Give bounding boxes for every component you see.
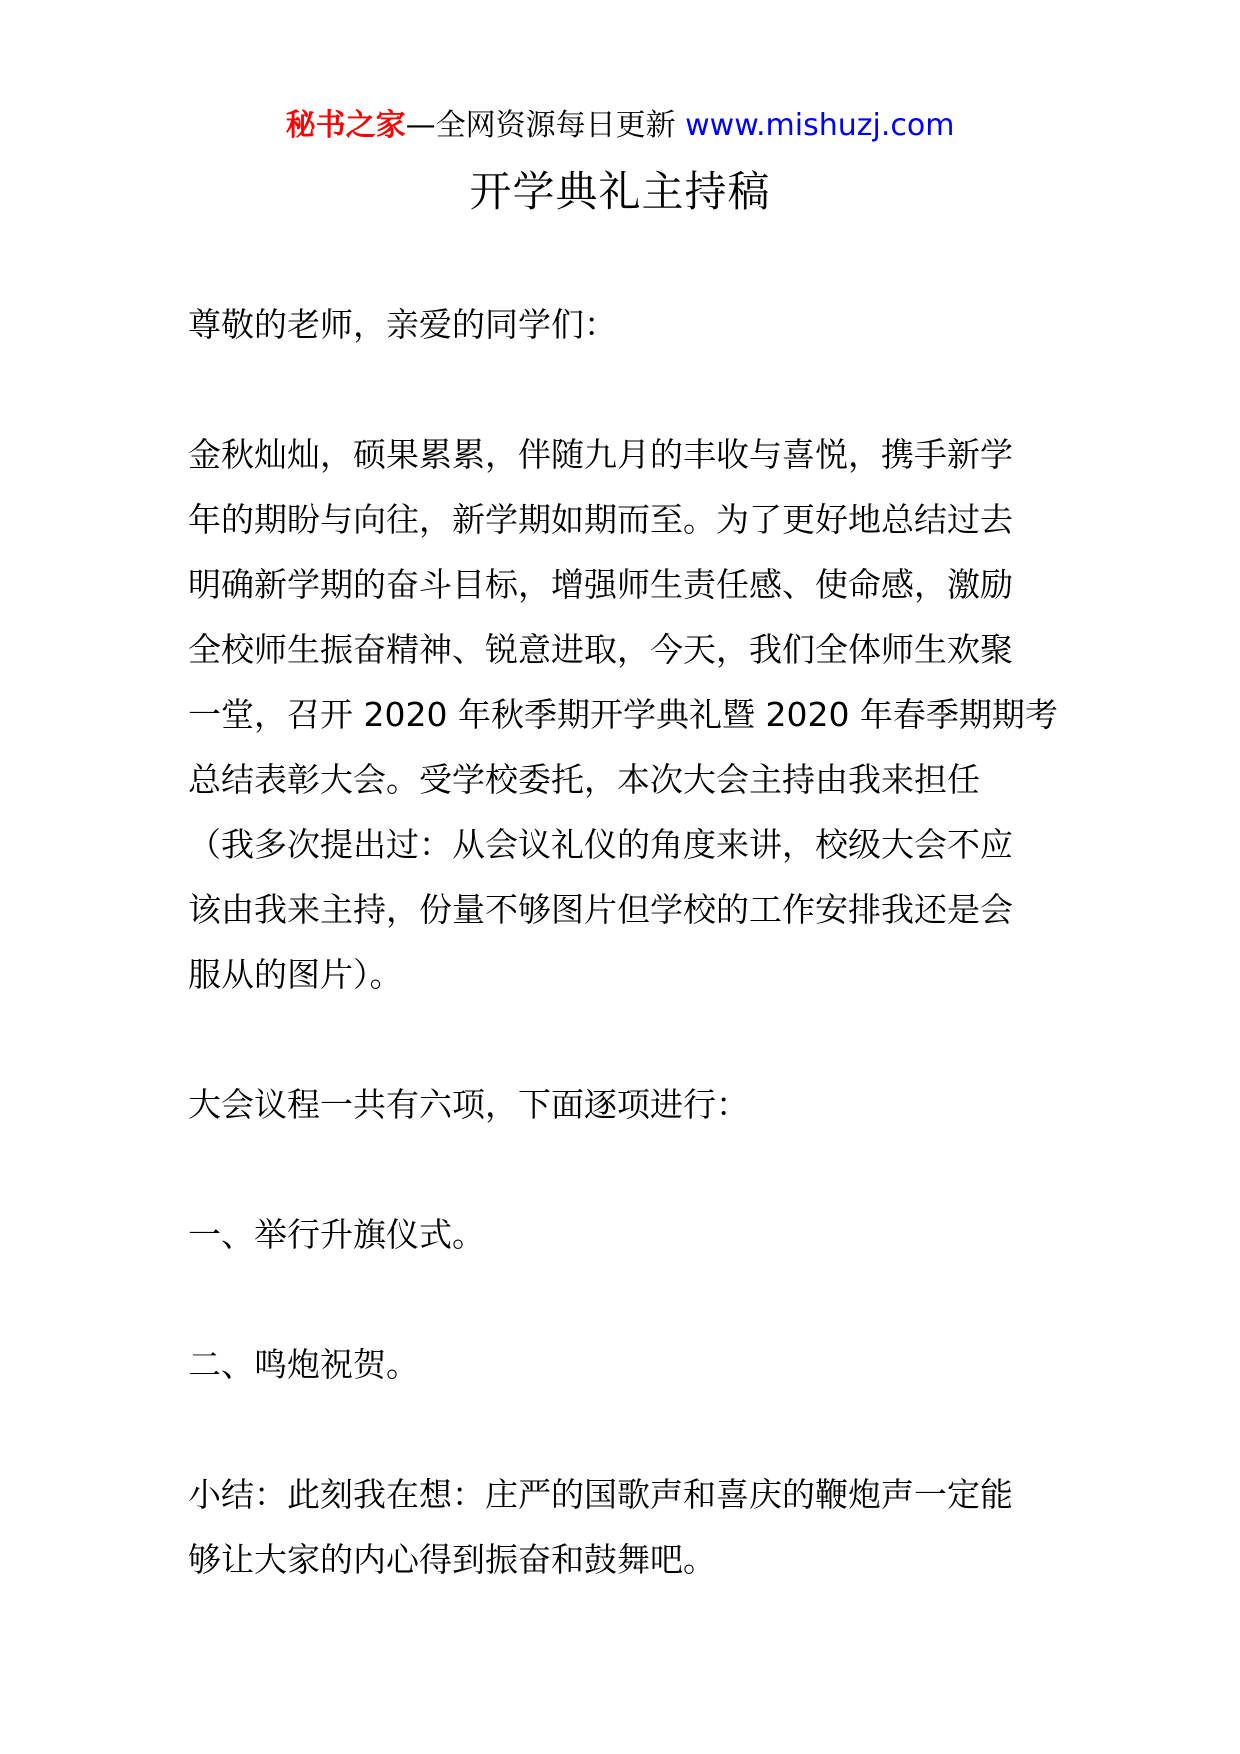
paragraph-gap (188, 357, 1058, 422)
text-line: 服从的图片）。 (188, 955, 403, 994)
header-tagline: —全网资源每日更新 (405, 108, 686, 143)
text-line: 全校师生振奋精神、锐意进取，今天，我们全体师生欢聚 (188, 630, 1013, 669)
text-line: （我多次提出过：从会议礼仪的角度来讲，校级大会不应 (188, 825, 1013, 864)
text-line: 总结表彰大会。受学校委托，本次大会主持由我来担任 (188, 760, 980, 799)
agenda-item-two: 二、鸣炮祝贺。 (188, 1345, 419, 1384)
brand-name: 秘书之家 (285, 108, 406, 143)
text-line: 金秋灿灿，硕果累累，伴随九月的丰收与喜悦，携手新学 (188, 435, 1013, 474)
agenda-intro: 大会议程一共有六项，下面逐项进行： (188, 1085, 749, 1124)
site-header (0, 104, 1240, 148)
paragraph-gap (188, 1397, 1058, 1462)
text-line: 该由我来主持，份量不够图片但学校的工作安排我还是会 (188, 890, 1013, 929)
paragraph-gap (188, 1137, 1058, 1202)
intro-paragraph (188, 422, 1058, 1007)
document-body (188, 292, 1058, 1592)
site-url-link[interactable]: www.mishuzj.com (685, 108, 955, 143)
salutation: 尊敬的老师，亲爱的同学们： (188, 305, 617, 344)
document-title: 开学典礼主持稿 (469, 167, 771, 216)
paragraph-gap (188, 1267, 1058, 1332)
paragraph-gap (188, 1007, 1058, 1072)
text-line: 明确新学期的奋斗目标，增强师生责任感、使命感，激励 (188, 565, 1013, 604)
summary-paragraph (188, 1462, 1058, 1592)
agenda-item-one: 一、举行升旗仪式。 (188, 1215, 485, 1254)
text-line: 年的期盼与向往，新学期如期而至。为了更好地总结过去 (188, 500, 1013, 539)
text-line: 一堂，召开 2020 年秋季期开学典礼暨 2020 年春季期期考 (188, 695, 1058, 734)
text-line: 小结：此刻我在想：庄严的国歌声和喜庆的鞭炮声一定能 (188, 1475, 1013, 1514)
text-line: 够让大家的内心得到振奋和鼓舞吧。 (188, 1540, 716, 1579)
